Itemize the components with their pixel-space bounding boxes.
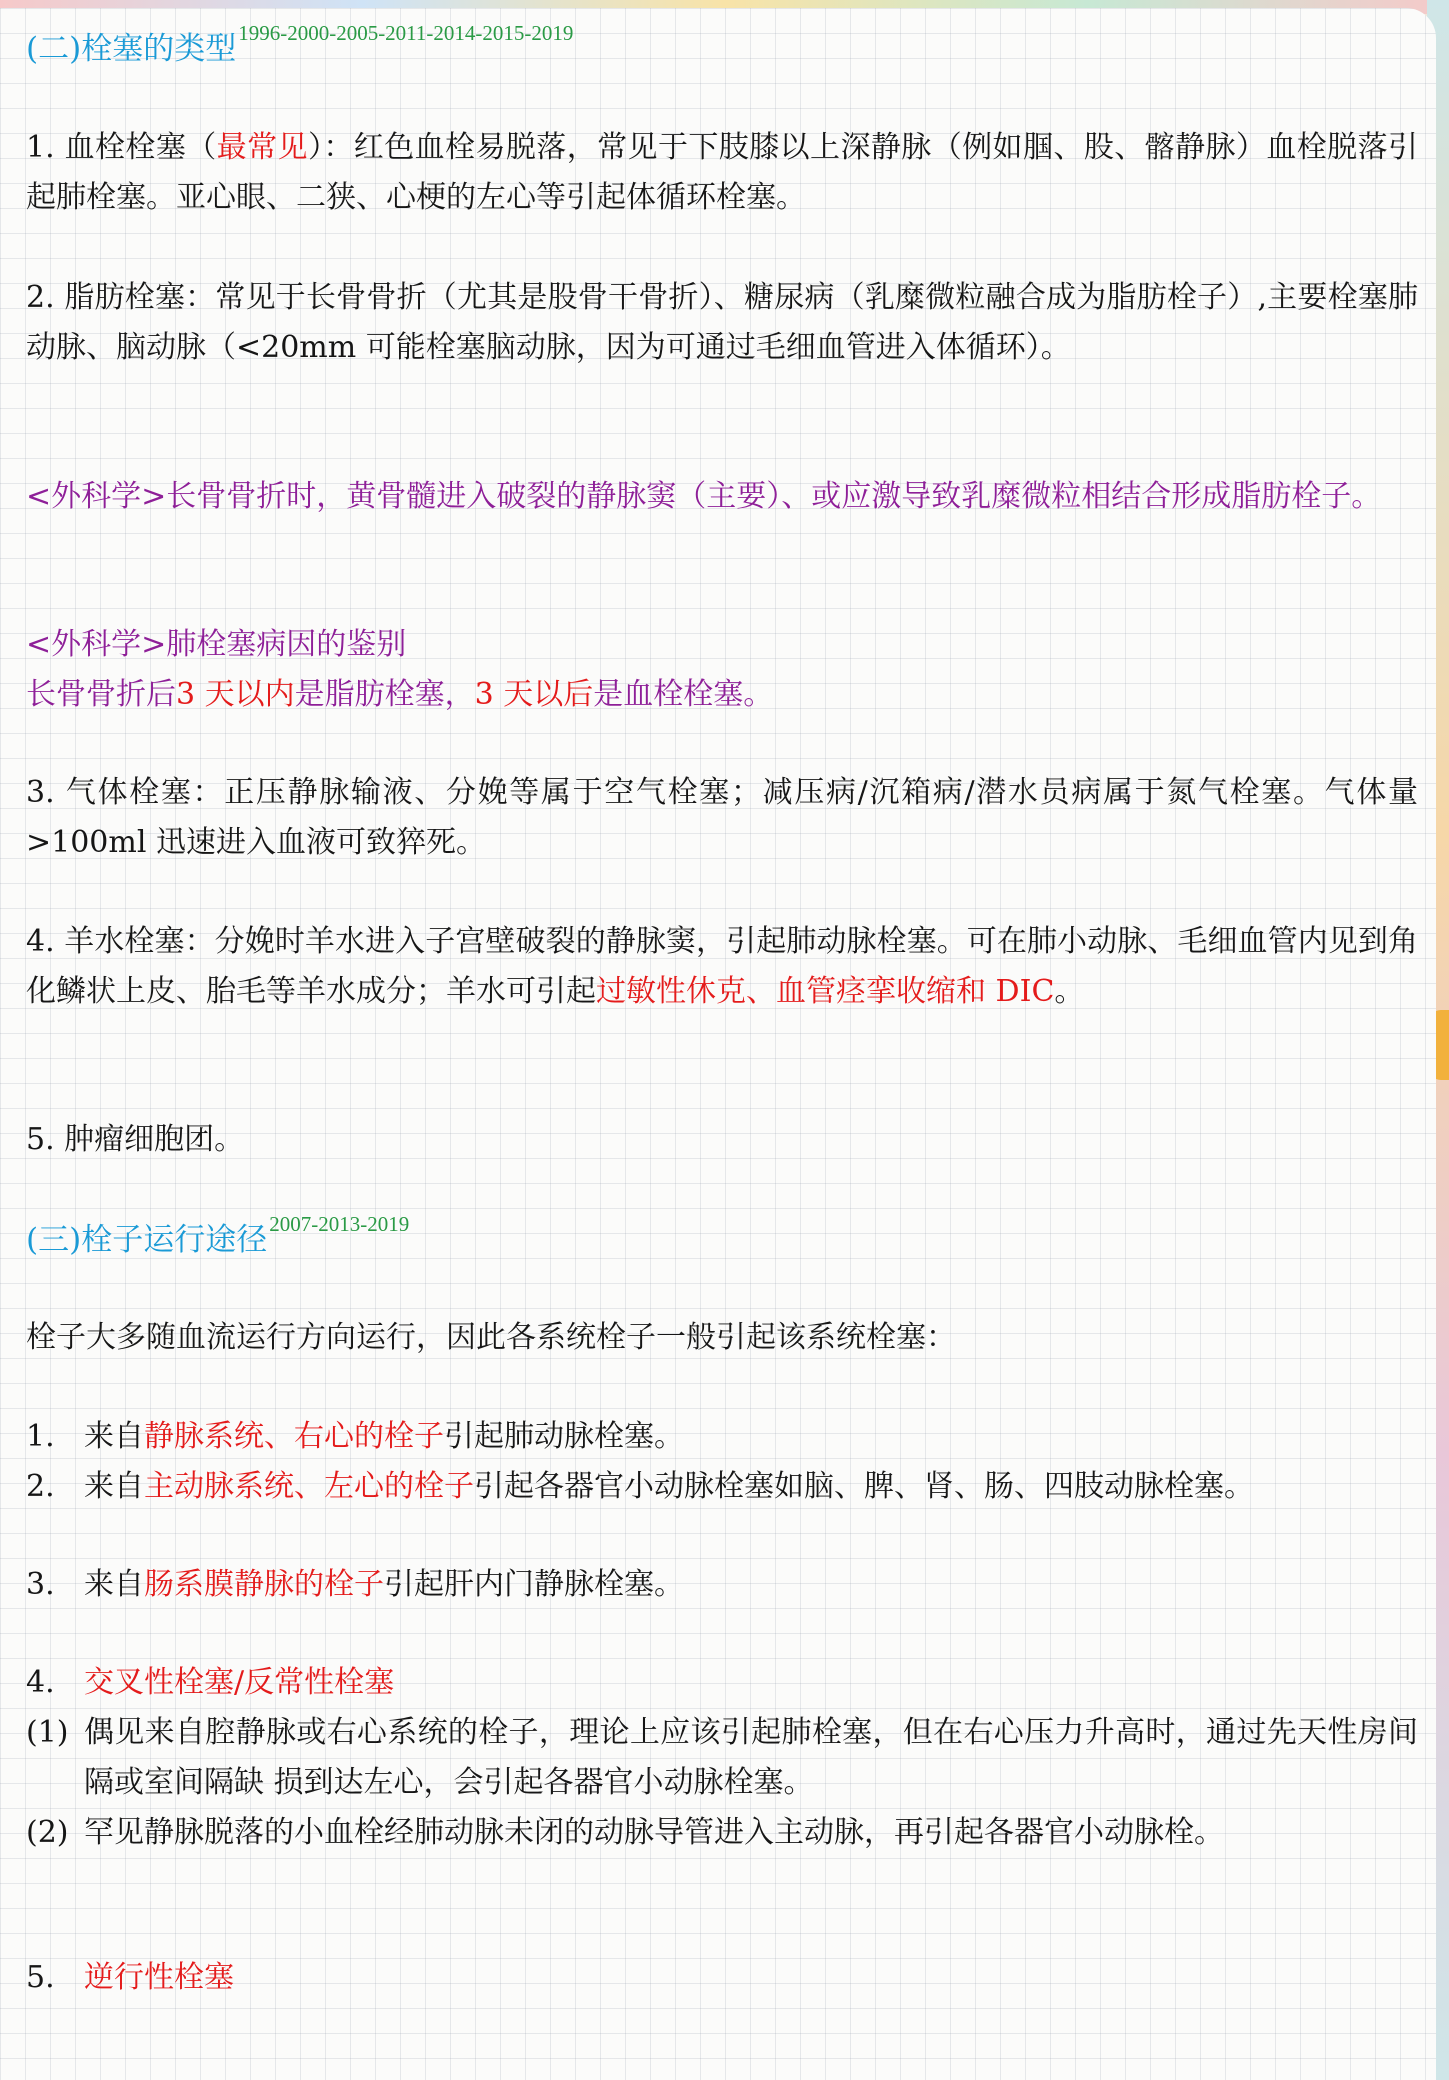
route-4-heading xyxy=(26,1658,1418,1708)
section-3-heading xyxy=(26,1212,1418,1268)
route-1-text-a: 来自 xyxy=(84,1419,144,1454)
section-3-intro: 栓子大多随血流运行方向运行，因此各系统栓子一般引起该系统栓塞： xyxy=(26,1320,956,1355)
route-3-text-c: 引起肝内门静脉栓塞。 xyxy=(384,1567,684,1602)
route-1 xyxy=(26,1412,1418,1462)
item-1-text-a: 1. 血栓栓塞（ xyxy=(26,130,217,165)
route-4-title: 交叉性栓塞/反常性栓塞 xyxy=(84,1665,395,1700)
grid-paper-page xyxy=(0,8,1436,2080)
route-1-number: 1. xyxy=(26,1419,55,1454)
item-4-amniotic-embolism xyxy=(26,917,1418,1017)
route-4-point-1-label: (1) xyxy=(26,1715,69,1750)
surgery-note-2-text-c: 是脂肪栓塞， xyxy=(294,677,475,712)
surgery-note-2-highlight-d: 3 天以后 xyxy=(474,677,594,712)
route-4-point-2 xyxy=(26,1808,1418,1858)
route-5-title: 逆行性栓塞 xyxy=(84,1960,234,1995)
item-4-highlight: 过敏性休克、血管痉挛收缩和 DIC xyxy=(596,974,1055,1009)
route-1-text-c: 引起肺动脉栓塞。 xyxy=(444,1419,684,1454)
route-2-number: 2. xyxy=(26,1469,55,1504)
route-2-highlight: 主动脉系统、左心的栓子 xyxy=(144,1469,474,1504)
route-3-highlight: 肠系膜静脉的栓子 xyxy=(144,1567,384,1602)
surgery-note-2-title: <外科学>肺栓塞病因的鉴别 xyxy=(26,627,407,662)
route-3 xyxy=(26,1560,1418,1610)
surgery-note-pe-differential xyxy=(26,620,1418,720)
surgery-note-2-highlight-b: 3 天以内 xyxy=(176,677,295,712)
route-2 xyxy=(26,1462,1418,1512)
route-4-point-1-text: 偶见来自腔静脉或右心系统的栓子，理论上应该引起肺栓塞，但在右心压力升高时，通过先天性房间隔或室间隔缺 损到达左心，会引起各器官小动脉栓塞。 xyxy=(84,1715,1418,1800)
surgery-note-2-body xyxy=(26,670,1418,720)
item-4-text-a: 4. 羊水栓塞：分娩时羊水进入子宫壁破裂的静脉窦，引起肺动脉栓塞。可在肺小动脉、毛细血管内见到角化鳞状上皮、胎毛等羊水成分；羊水可引起 xyxy=(26,924,1418,1009)
route-4-point-2-label: (2) xyxy=(26,1815,69,1850)
route-5 xyxy=(26,1953,1418,2003)
surgery-note-2-text-a: 长骨骨折后 xyxy=(26,677,176,712)
surgery-note-2-text-e: 是血栓栓塞。 xyxy=(593,677,774,712)
section-2-heading xyxy=(26,21,1418,77)
route-5-number: 5. xyxy=(26,1960,55,1995)
route-2-text-a: 来自 xyxy=(84,1469,144,1504)
route-1-highlight: 静脉系统、右心的栓子 xyxy=(144,1419,444,1454)
item-2-fat-embolism: 2. 脂肪栓塞：常见于长骨骨折（尤其是股骨干骨折）、糖尿病（乳糜微粒融合成为脂肪栓子）,主要栓塞肺动脉、脑动脉（<20mm 可能栓塞脑动脉，因为可通过毛细血管进入体循环）。 xyxy=(26,280,1418,365)
route-3-text-a: 来自 xyxy=(84,1567,144,1602)
section-2-title: (二)栓塞的类型 xyxy=(26,31,237,67)
section-3-exam-years: 2007-2013-2019 xyxy=(269,1212,410,1236)
item-1-text-c: ）：红色血栓易脱落，常见于下肢膝以上深静脉（例如腘、股、髂静脉）血栓脱落引起肺栓塞。亚心眼、二狭、心梗的左心等引起体循环栓塞。 xyxy=(26,130,1418,215)
route-4-point-1 xyxy=(26,1708,1418,1808)
route-3-number: 3. xyxy=(26,1567,55,1602)
route-2-text-c: 引起各器官小动脉栓塞如脑、脾、肾、肠、四肢动脉栓塞。 xyxy=(474,1469,1254,1504)
section-2-exam-years: 1996-2000-2005-2011-2014-2015-2019 xyxy=(238,21,574,45)
item-3-gas-embolism: 3. 气体栓塞：正压静脉输液、分娩等属于空气栓塞；减压病/沉箱病/潜水员病属于氮气栓塞。气体量>100ml 迅速进入血液可致猝死。 xyxy=(26,775,1418,860)
item-1-thrombus-embolism xyxy=(26,123,1418,223)
surgery-note-fat-embolus: <外科学>长骨骨折时，黄骨髓进入破裂的静脉窦（主要）、或应激导致乳糜微粒相结合形成脂肪栓子。 xyxy=(26,479,1382,514)
item-1-highlight: 最常见 xyxy=(216,130,308,165)
item-5-tumor-cells: 5. 肿瘤细胞团。 xyxy=(26,1122,245,1157)
item-4-text-c: 。 xyxy=(1054,974,1085,1009)
route-4-point-2-text: 罕见静脉脱落的小血栓经肺动脉未闭的动脉导管进入主动脉，再引起各器官小动脉栓。 xyxy=(84,1815,1224,1850)
section-3-title: (三)栓子运行途径 xyxy=(26,1222,268,1258)
route-4-number: 4. xyxy=(26,1665,55,1700)
